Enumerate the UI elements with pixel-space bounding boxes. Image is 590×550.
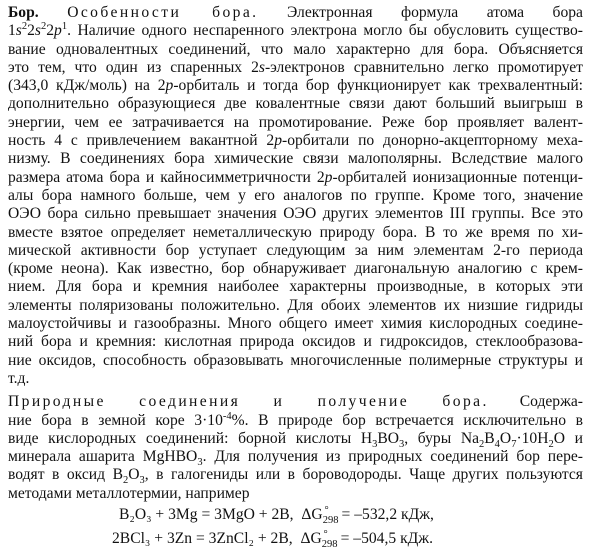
text-line: ность 4 с привлечением вакантной 2p-орбитали по донорно-акцепторному меха- xyxy=(8,132,583,150)
text-line: нием. Для бора и кремния наиболее характерны производные, в которых эти xyxy=(8,278,583,296)
section-heading-bold: Бор. xyxy=(8,4,39,21)
text-line: минерала ашарита MgHBO$_3$. Для получения из природных соединений бор пере- xyxy=(8,448,583,469)
text-line: ние бора в земной коре $3\cdot 10^{-4}\%$. В природе бор встречается исключительно в xyxy=(8,410,583,429)
text-line: виде кислородных соединений: борной кислоты $H_3BO_3$, буры $Na_2B_4O_7\cdot 10H_2O$ и xyxy=(8,429,583,450)
text-line: энергии, чем ее затрачивается на промотирование. Реже бор проявляет валент- xyxy=(8,113,583,131)
text-line: водят в оксид $B_2O_3$, в галогениды или в бороводороды. Чаще других пользуются xyxy=(8,466,583,487)
text-line: мической активности бор уступает следующим за ним элементам 2-го периода xyxy=(8,241,583,259)
section-heading-spaced: Особенности бора. xyxy=(67,4,259,21)
equations-block xyxy=(8,504,583,549)
formula-boric-acid: $H_3BO_3$ xyxy=(360,429,405,450)
gibbs-temperature: 298 xyxy=(321,539,338,550)
equation-zincothermy: 2BCl₃ + 3Zn = 3ZnCl₂ + 2B, $\Delta G_{298}^\circ = -504,5$ кДж. xyxy=(112,528,433,550)
text-line: элементы поляризованы положительно. Для обоих элементов их низшие гидриды xyxy=(8,296,583,314)
text-line: ний бора и кремния: кислотная природа оксидов и гидроксидов, стеклообразова- xyxy=(8,333,583,351)
text-line: т.д. xyxy=(8,369,30,387)
text-line xyxy=(8,393,583,411)
text-line: алы бора намного больше, чем у его аналогов по группе. Кроме того, значение xyxy=(8,186,583,204)
section-heading-spaced: Природные соединения и получение бора. xyxy=(8,393,489,411)
text-line: размера атома бора и кайносимметричности 2p-орбиталей ионизационные потенци- xyxy=(8,168,583,186)
paragraph-boron-features xyxy=(8,4,583,388)
formula-b2o3: $B_2O_3$ xyxy=(112,466,145,487)
text-span: Содержа- xyxy=(519,393,583,411)
text-span: . Наличие одного неспаренного электрона могло бы обусловить существо- xyxy=(67,22,583,40)
text-line xyxy=(8,4,583,22)
text-line: вместе взятое определяет неметаллическую природу бора. В то же время по хи- xyxy=(8,223,583,241)
text-line: дополнительно образующиеся две ковалентные связи дают больший выигрыш в xyxy=(8,95,583,113)
formula-borax: $Na_2B_4O_7\cdot 10H_2O$ xyxy=(460,429,566,450)
text-line: ние оксидов, способность образовывать многочисленные полимерные структуры и xyxy=(8,351,583,369)
gibbs-temperature: 298 xyxy=(322,515,339,527)
text-line: это тем, что один из спаренных 2s-электронов сравнительно легко промотирует xyxy=(8,58,583,76)
electron-formula: $1s^22s^22p^1$ xyxy=(8,21,68,40)
text-line: ОЭО бора сильно превышает значения ОЭО других элементов III группы. Все это xyxy=(8,205,583,223)
text-line: малоустойчивы и газообразны. Много общего имеет химия кислородных соедине- xyxy=(8,315,583,333)
text-line xyxy=(8,22,583,40)
text-span: Электронная формула атома бора xyxy=(286,4,583,21)
text-line: (343,0 кДж/моль) на 2p-орбиталь и тогда бор функционирует как трехвалентный: xyxy=(8,77,583,95)
text-line: вание одновалентных соединений, что мало характерно для бора. Объясняется xyxy=(8,40,583,58)
text-line: низму. В соединениях бора химические связи малополярны. Вследствие малого xyxy=(8,150,583,168)
text-line: методами металлотермии, например xyxy=(8,484,250,502)
formula-ascharite: MgHBO$_3$ xyxy=(142,448,203,469)
text-line: (кроме неона). Как известно, бор обнаруживает диагональную аналогию с крем- xyxy=(8,260,583,278)
equation-magnesiothermy: B₂O₃ + 3Mg = 3MgO + 2B, $\Delta G_{298}^\circ = -532,2$ кДж, xyxy=(119,504,434,527)
paragraph-natural-compounds xyxy=(8,393,583,503)
